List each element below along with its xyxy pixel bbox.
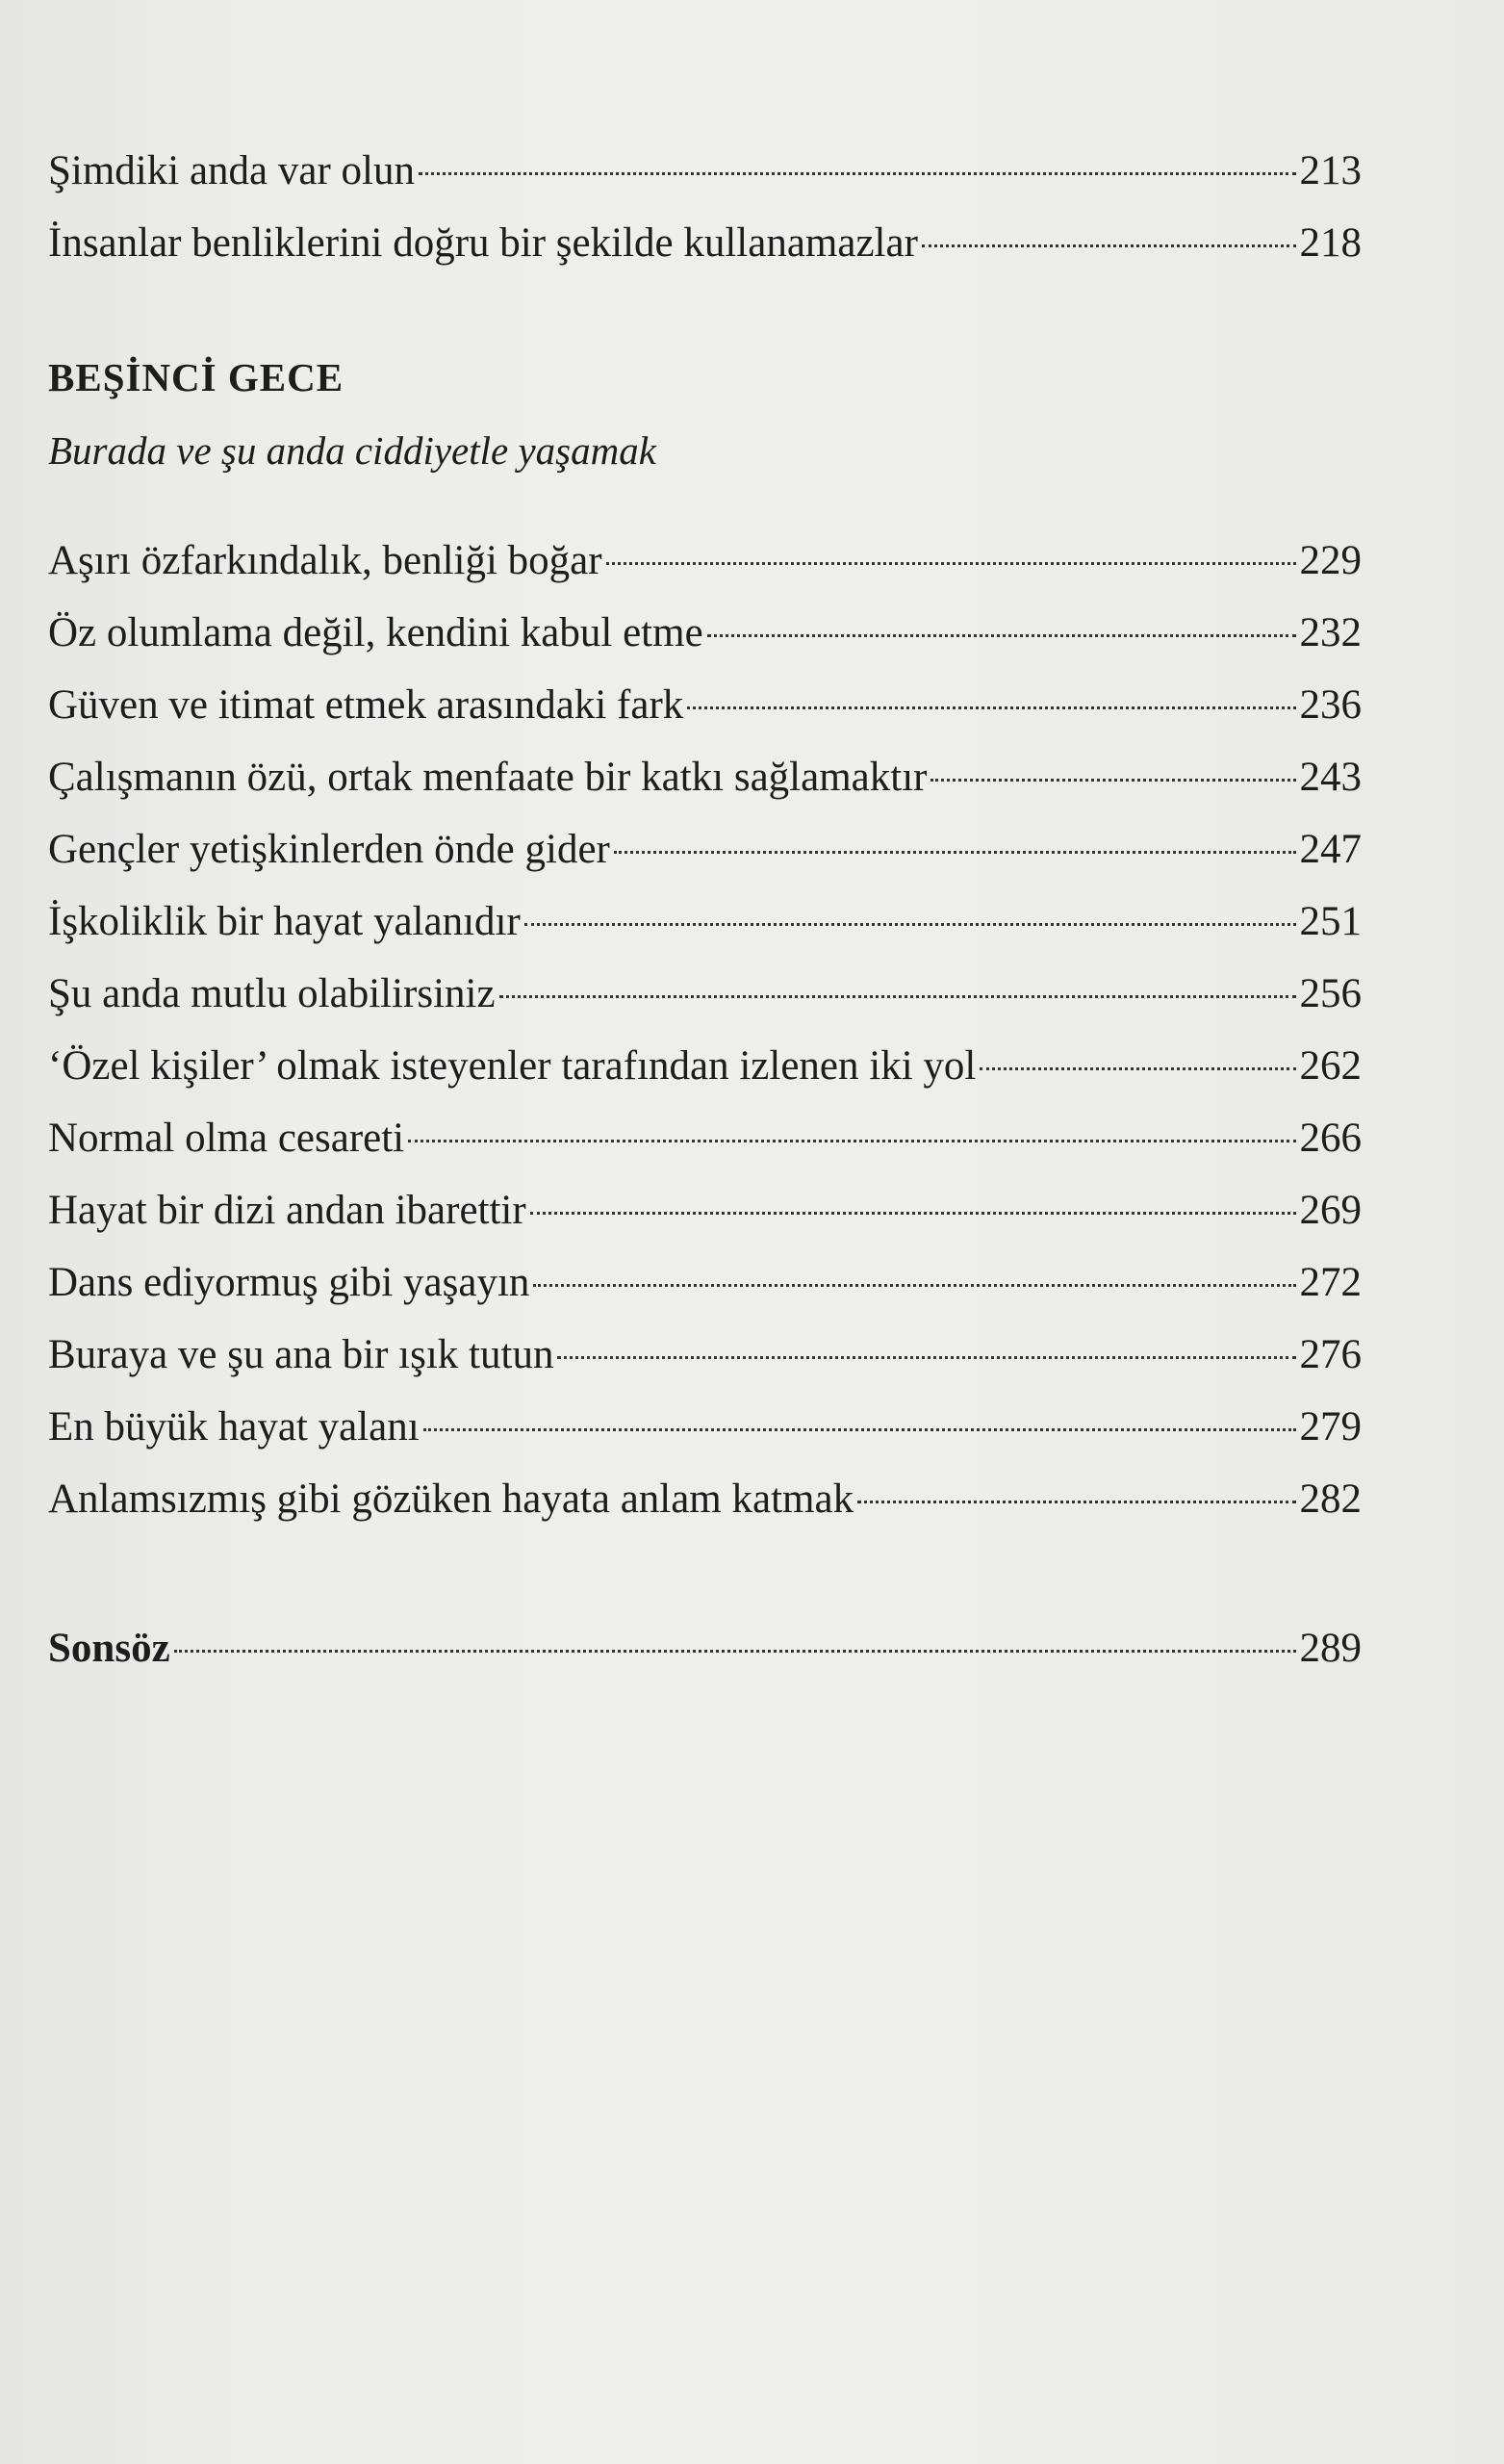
toc-entry-page: 266 xyxy=(1299,1116,1362,1161)
dot-leader xyxy=(614,851,1296,854)
toc-entry-page: 229 xyxy=(1299,538,1362,583)
dot-leader xyxy=(687,706,1295,709)
toc-entry xyxy=(48,1328,1362,1382)
toc-entry xyxy=(48,1256,1362,1310)
dot-leader xyxy=(922,244,1296,247)
toc-entry-title: ‘Özel kişiler’ olmak isteyenler tarafından izlenen iki yol xyxy=(48,1043,977,1089)
toc-entry-title: En büyük hayat yalanı xyxy=(48,1404,420,1450)
section-subtitle: Burada ve şu anda ciddiyetle yaşamak xyxy=(48,428,656,473)
toc-entry-title: Öz olumlama değil, kendini kabul etme xyxy=(48,610,703,655)
toc-entry-page: 269 xyxy=(1299,1188,1362,1233)
toc-entry xyxy=(48,217,1362,270)
toc-entry-page: 218 xyxy=(1299,220,1362,266)
toc-entry-page: 282 xyxy=(1299,1476,1362,1522)
toc-entry-title: Buraya ve şu ana bir ışık tutun xyxy=(48,1332,554,1377)
dot-leader xyxy=(408,1140,1295,1142)
toc-entry-page: 251 xyxy=(1299,899,1362,944)
toc-entry-page: 256 xyxy=(1299,971,1362,1016)
toc-entry xyxy=(48,679,1362,732)
dot-leader xyxy=(499,995,1296,998)
dot-leader xyxy=(174,1650,1296,1653)
toc-entry-title: Çalışmanın özü, ortak menfaate bir katkı sağlamaktır xyxy=(48,755,928,800)
toc-entry-page: 213 xyxy=(1299,148,1362,193)
toc-entry-title: Dans ediyormuş gibi yaşayın xyxy=(48,1260,530,1305)
toc-entry xyxy=(48,1112,1362,1166)
toc-entry-title: Şu anda mutlu olabilirsiniz xyxy=(48,971,496,1016)
toc-entry-page: 262 xyxy=(1299,1043,1362,1089)
toc-entry xyxy=(48,751,1362,805)
dot-leader xyxy=(423,1428,1296,1431)
toc-entry-epilogue xyxy=(48,1622,1362,1676)
toc-entry-page: 276 xyxy=(1299,1332,1362,1377)
toc-entry-title: İnsanlar benliklerini doğru bir şekilde kullanamazlar xyxy=(48,220,918,266)
toc-entry-page: 247 xyxy=(1299,827,1362,872)
toc-entry xyxy=(48,534,1362,588)
toc-entry xyxy=(48,967,1362,1021)
toc-entry-page: 232 xyxy=(1299,610,1362,655)
dot-leader xyxy=(419,172,1296,175)
toc-entry-title: Sonsöz xyxy=(48,1626,170,1671)
dot-leader xyxy=(930,779,1295,782)
dot-leader xyxy=(857,1501,1295,1503)
toc-entry-title: Normal olma cesareti xyxy=(48,1116,405,1161)
dot-leader xyxy=(707,634,1296,637)
toc-entry-title: Hayat bir dizi andan ibarettir xyxy=(48,1188,526,1233)
section-title: BEŞİNCİ GECE xyxy=(48,355,344,399)
toc-entry xyxy=(48,1400,1362,1454)
toc-entry xyxy=(48,144,1362,198)
toc-entry xyxy=(48,1040,1362,1093)
toc-entry xyxy=(48,823,1362,877)
dot-leader xyxy=(980,1067,1295,1070)
toc-entry-page: 272 xyxy=(1299,1260,1362,1305)
toc-entry-page: 279 xyxy=(1299,1404,1362,1450)
toc-entry-page: 289 xyxy=(1299,1626,1362,1671)
toc-entry xyxy=(48,606,1362,660)
toc-entry-title: Aşırı özfarkındalık, benliği boğar xyxy=(48,538,602,583)
dot-leader xyxy=(530,1212,1296,1215)
dot-leader xyxy=(524,923,1296,926)
dot-leader xyxy=(533,1284,1295,1287)
toc-entry-title: Gençler yetişkinlerden önde gider xyxy=(48,827,610,872)
dot-leader xyxy=(557,1356,1295,1359)
dot-leader xyxy=(606,562,1296,565)
toc-entry xyxy=(48,1184,1362,1238)
toc-entry-title: Güven ve itimat etmek arasındaki fark xyxy=(48,682,684,728)
toc-entry-title: Anlamsızmış gibi gözüken hayata anlam katmak xyxy=(48,1476,854,1522)
toc-entry-title: Şimdiki anda var olun xyxy=(48,148,415,193)
toc-entry-title: İşkoliklik bir hayat yalanıdır xyxy=(48,899,521,944)
toc-entry xyxy=(48,1473,1362,1527)
toc-entry-page: 236 xyxy=(1299,682,1362,728)
toc-entry-page: 243 xyxy=(1299,755,1362,800)
toc-entry xyxy=(48,895,1362,949)
